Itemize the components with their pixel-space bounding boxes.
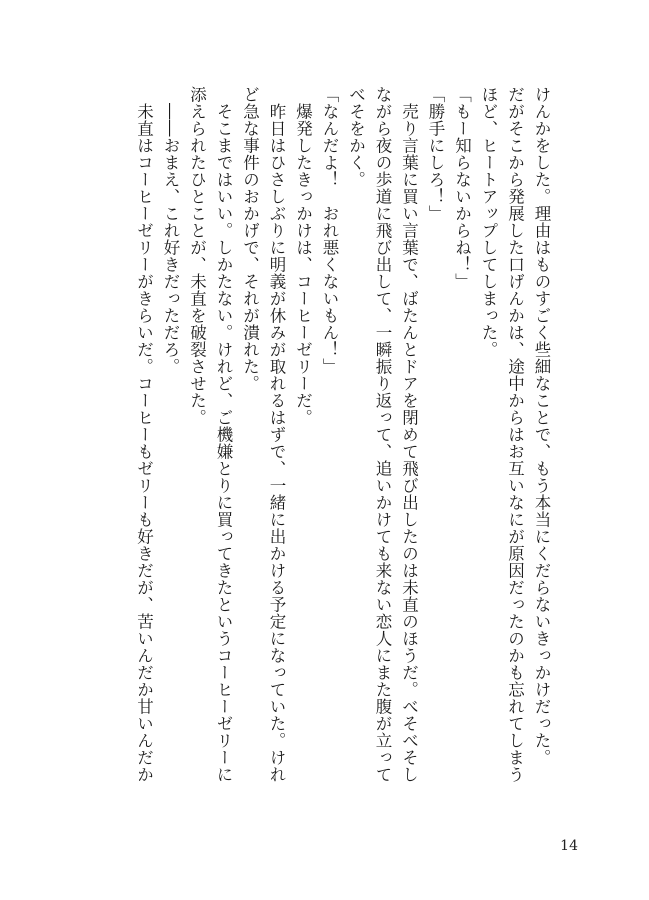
text-line: だがそこから発展した口げんかは、途中からはお互いなにが原因だったのかも忘れてしまう bbox=[505, 86, 525, 783]
text-line: 昨日はひさしぶりに明義が休みが取れるはずで、一緒に出かける予定になっていた。けれ bbox=[267, 86, 286, 783]
text-line: ど急な事件のおかげで、それが潰れた。 bbox=[240, 86, 260, 392]
text-line: 爆発したきっかけは、コーヒーゼリーだ。 bbox=[293, 86, 313, 426]
text-line: 未直はコーヒーゼリーがきらいだ。コーヒーもゼリーも好きだが、苦いんだか甘いんだか bbox=[134, 86, 154, 783]
text-line: けんかをした。理由はものすごく些細なことで、もう本当にくだらないきっかけだった。 bbox=[532, 86, 551, 766]
text-line: 「なんだよ！ おれ悪くないもん！」 bbox=[320, 86, 339, 375]
text-line: ほど、ヒートアップしてしまった。 bbox=[479, 86, 498, 358]
text-line: 売り言葉に買い言葉で、ばたんとドアを閉めて飛び出したのは未直のほうだ。べそべそし bbox=[399, 86, 419, 783]
text-line: 「もー知らないからね！」 bbox=[452, 86, 472, 290]
text-line: ――おまえ、これ好きだっただろ。 bbox=[161, 86, 180, 375]
vertical-text-body bbox=[74, 86, 554, 806]
text-line: そこまではいい。しかたない。けれど、ご機嫌とりに買ってきたというコーヒーゼリーに bbox=[214, 86, 233, 783]
page-number: 14 bbox=[560, 838, 578, 854]
text-line: ながら夜の歩道に飛び出して、一瞬振り返って、追いかけても来ない恋人にまた腹が立って bbox=[373, 86, 392, 783]
text-line: べそをかく。 bbox=[346, 86, 366, 188]
text-line: 添えられたひとことが、未直を破裂させた。 bbox=[187, 86, 207, 426]
text-line: 「勝手にしろ！」 bbox=[426, 86, 445, 222]
